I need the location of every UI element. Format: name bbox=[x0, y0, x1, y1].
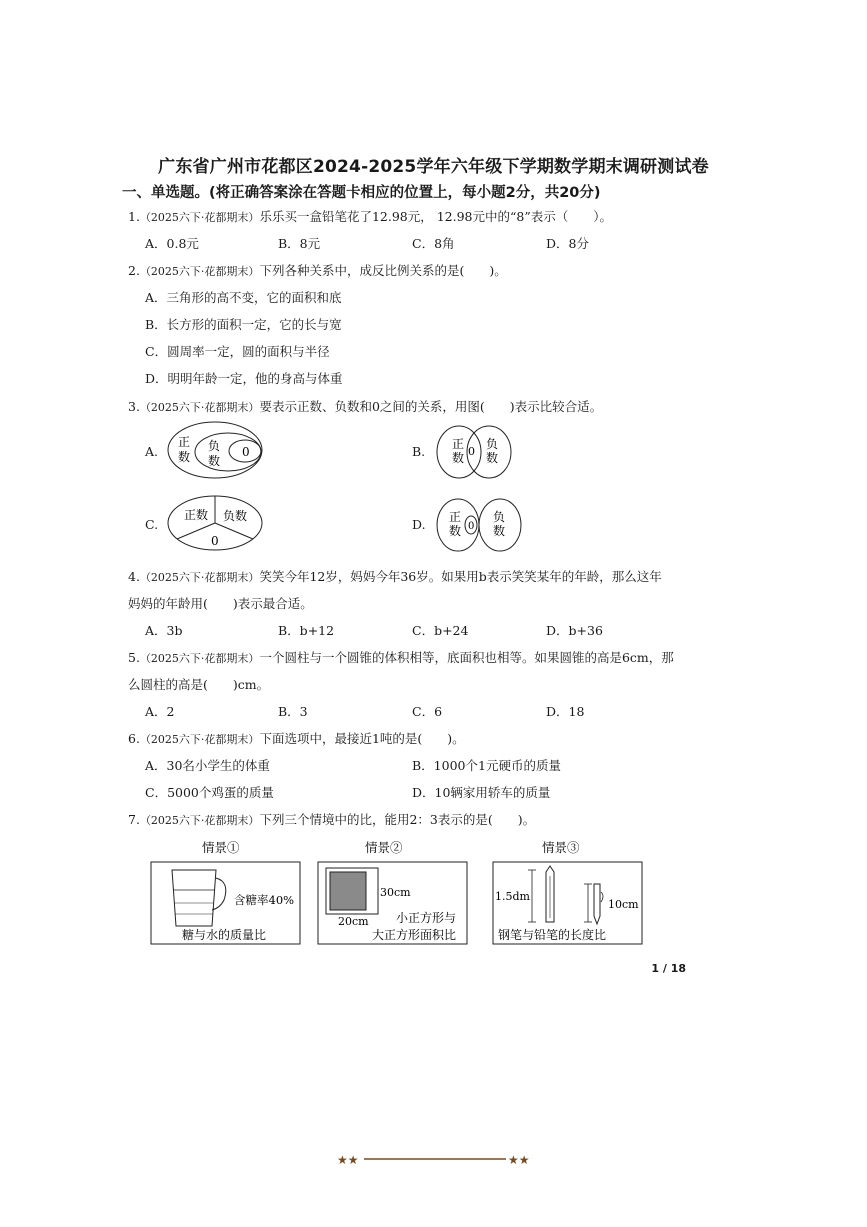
option-b[interactable]: B．b+12 bbox=[278, 623, 335, 638]
question-text: 下列三个情境中的比，能用2：3表示的是( )。 bbox=[259, 812, 536, 827]
question-number: 7. bbox=[128, 812, 140, 827]
question-source: （2025六下·花都期末） bbox=[139, 265, 260, 278]
negative-label-2: 数 bbox=[493, 524, 506, 538]
positive-label-1: 正 bbox=[178, 435, 191, 449]
question-text: 一个圆柱与一个圆锥的体积相等，底面积也相等。如果圆锥的高是6cm，那 bbox=[259, 650, 674, 665]
scene-caption: 糖与水的质量比 bbox=[182, 928, 267, 942]
option-d[interactable]: D．10辆家用轿车的质量 bbox=[412, 785, 551, 800]
question-6 bbox=[128, 729, 465, 747]
option-b[interactable]: B．长方形的面积一定，它的长与宽 bbox=[145, 317, 342, 332]
question-4 bbox=[128, 567, 662, 585]
cup-icon bbox=[172, 870, 216, 926]
scene-2-diagram bbox=[316, 838, 470, 948]
small-square-side: 20cm bbox=[338, 915, 369, 928]
option-c[interactable]: C．b+24 bbox=[412, 623, 469, 638]
option-d[interactable]: D．18 bbox=[546, 704, 585, 719]
option-b[interactable]: B．8元 bbox=[278, 236, 321, 251]
zero-label: 0 bbox=[242, 445, 250, 459]
question-text: 乐乐买一盒铅笔花了12.98元， 12.98元中的“8”表示（ ）。 bbox=[259, 209, 612, 224]
option-a[interactable]: A. bbox=[145, 444, 159, 459]
option-a[interactable]: A．30名小学生的体重 bbox=[145, 758, 270, 773]
question-number: 3. bbox=[128, 399, 140, 414]
positive-label-2: 数 bbox=[178, 450, 191, 464]
page-number: 1 / 18 bbox=[651, 962, 686, 975]
question-text: 笑笑今年12岁，妈妈今年36岁。如果用b表示笑笑某年的年龄，那么这年 bbox=[259, 569, 662, 584]
pencil-length: 1.5dm bbox=[495, 890, 530, 903]
question-3 bbox=[128, 397, 602, 415]
pen-icon bbox=[594, 884, 600, 924]
positive-label-1: 正 bbox=[452, 437, 465, 451]
question-5-continued: 么圆柱的高是( )cm。 bbox=[128, 677, 270, 692]
page-title: 广东省广州市花都区2024-2025学年六年级下学期数学期末调研测试卷 bbox=[158, 157, 709, 177]
option-c[interactable]: C．8角 bbox=[412, 236, 455, 251]
scene-1-diagram bbox=[150, 838, 302, 948]
question-number: 4. bbox=[128, 569, 140, 584]
positive-label-1: 正 bbox=[449, 510, 462, 524]
sugar-rate-label: 含糖率40% bbox=[234, 893, 295, 907]
zero-label: 0 bbox=[468, 445, 475, 458]
question-number: 6. bbox=[128, 731, 140, 746]
pie-diagram-c bbox=[166, 494, 266, 554]
section-heading: 一、单选题。(将正确答案涂在答题卡相应的位置上，每小题2分，共20分) bbox=[122, 185, 601, 201]
option-c[interactable]: C. bbox=[145, 517, 159, 532]
negative-label-1: 负 bbox=[208, 439, 221, 453]
question-number: 1. bbox=[128, 209, 140, 224]
footer-decoration bbox=[0, 1150, 867, 1170]
scene-title: 情景② bbox=[365, 840, 403, 855]
option-a[interactable]: A．3b bbox=[145, 623, 183, 638]
scene-caption-line1: 小正方形与 bbox=[396, 911, 457, 925]
question-text: 下列各种关系中，成反比例关系的是( )。 bbox=[259, 263, 507, 278]
zero-label: 0 bbox=[468, 521, 475, 532]
question-4-continued: 妈妈的年龄用( )表示最合适。 bbox=[128, 596, 313, 611]
pen-length: 10cm bbox=[608, 898, 639, 911]
question-7 bbox=[128, 810, 535, 828]
option-b[interactable]: B．1000个1元硬币的质量 bbox=[412, 758, 561, 773]
negative-label-2: 数 bbox=[486, 451, 499, 465]
question-text: 要表示正数、负数和0之间的关系，用图( )表示比较合适。 bbox=[259, 399, 603, 414]
option-d[interactable]: D．b+36 bbox=[546, 623, 603, 638]
negative-label-1: 负 bbox=[486, 437, 499, 451]
positive-label: 正数 bbox=[184, 508, 209, 522]
question-source: （2025六下·花都期末） bbox=[139, 733, 260, 746]
large-square-side: 30cm bbox=[380, 886, 411, 899]
venn-diagram-a bbox=[166, 420, 266, 482]
option-c[interactable]: C．5000个鸡蛋的质量 bbox=[145, 785, 274, 800]
scene-title: 情景① bbox=[202, 840, 240, 855]
question-source: （2025六下·花都期末） bbox=[139, 401, 260, 414]
positive-label-2: 数 bbox=[449, 524, 462, 538]
option-a[interactable]: A．三角形的高不变，它的面积和底 bbox=[145, 290, 342, 305]
question-number: 2. bbox=[128, 263, 140, 278]
question-5 bbox=[128, 648, 674, 666]
scene-title: 情景③ bbox=[542, 840, 580, 855]
option-a[interactable]: A．2 bbox=[145, 704, 175, 719]
question-1 bbox=[128, 207, 612, 225]
option-b[interactable]: B．3 bbox=[278, 704, 308, 719]
negative-label-1: 负 bbox=[493, 510, 506, 524]
venn-diagram-b bbox=[435, 424, 515, 480]
positive-label-2: 数 bbox=[452, 451, 465, 465]
star-icon-right: ★★ bbox=[508, 1153, 530, 1167]
option-c[interactable]: C．6 bbox=[412, 704, 443, 719]
scene-caption-line2: 大正方形面积比 bbox=[372, 928, 457, 942]
zero-label: 0 bbox=[211, 534, 219, 548]
option-d[interactable]: D. bbox=[412, 517, 426, 532]
negative-label: 负数 bbox=[223, 509, 248, 523]
question-number: 5. bbox=[128, 650, 140, 665]
question-2 bbox=[128, 261, 507, 279]
option-c[interactable]: C．圆周率一定，圆的面积与半径 bbox=[145, 344, 330, 359]
scene-3-diagram bbox=[490, 838, 646, 948]
question-source: （2025六下·花都期末） bbox=[139, 652, 260, 665]
question-source: （2025六下·花都期末） bbox=[139, 211, 260, 224]
small-square bbox=[330, 872, 366, 910]
question-source: （2025六下·花都期末） bbox=[139, 814, 260, 827]
question-text: 下面选项中，最接近1吨的是( )。 bbox=[259, 731, 465, 746]
star-icon-left: ★★ bbox=[337, 1153, 359, 1167]
question-source: （2025六下·花都期末） bbox=[139, 571, 260, 584]
negative-label-2: 数 bbox=[208, 454, 221, 468]
scene-caption: 钢笔与铅笔的长度比 bbox=[498, 928, 607, 942]
option-d[interactable]: D．8分 bbox=[546, 236, 589, 251]
option-d[interactable]: D．明明年龄一定，他的身高与体重 bbox=[145, 371, 343, 386]
option-b[interactable]: B. bbox=[412, 444, 426, 459]
venn-diagram-d bbox=[435, 497, 525, 553]
option-a[interactable]: A．0.8元 bbox=[145, 236, 199, 251]
